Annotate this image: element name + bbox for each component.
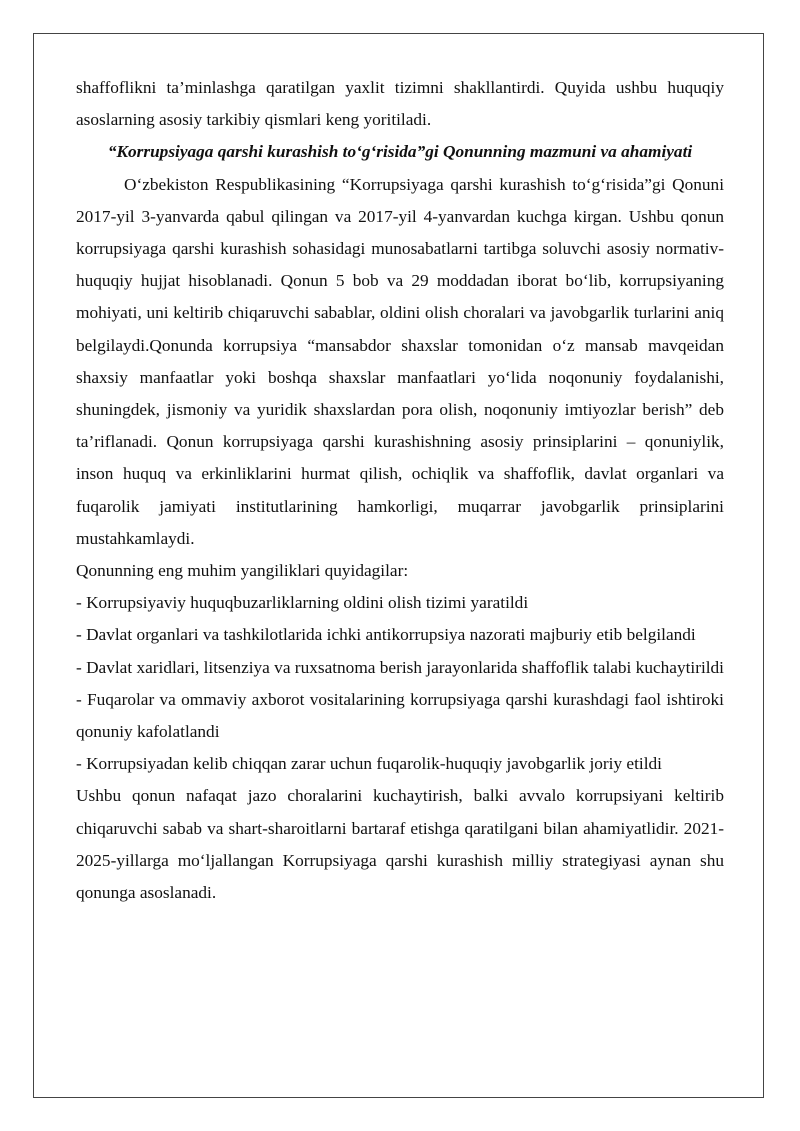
conclusion-paragraph: Ushbu qonun nafaqat jazo choralarini kuchaytirish, balki avvalo korrupsiyani keltirib chiqaruvchi sabab va shart-sharoitlarni bartaraf etishga qaratilgani bilan ahamiyatlidir. 2021-2025-yillarga mo‘ljallangan Korrupsiyaga qarshi kurashish milliy strategiyasi aynan shu qonunga asoslanadi. [76,786,724,903]
list-item: - Fuqarolar va ommaviy axborot vositalarining korrupsiyaga qarshi kurashdagi faol ishtiroki qonuniy kafolatlandi [76,689,724,742]
list-item: - Davlat xaridlari, litsenziya va ruxsatnoma berish jarayonlarida shaffoflik talabi kuchaytirildi [76,657,724,677]
intro-paragraph: shaffoflikni ta’minlashga qaratilgan yaxlit tizimni shakllantirdi. Quyida ushbu huquqiy asoslarning asosiy tarkibiy qismlari keng yoritiladi. [76,78,724,130]
innovations-intro: Qonunning eng muhim yangiliklari quyidagilar: [76,561,409,581]
list-item: - Korrupsiyadan kelib chiqqan zarar uchun fuqarolik-huquqiy javobgarlik joriy etildi [76,754,662,774]
document-body [76,72,724,909]
section-title: “Korrupsiyaga qarshi kurashish to‘g‘risida”gi Qonunning mazmuni va ahamiyati [107,142,693,162]
list-item: - Davlat organlari va tashkilotlarida ichki antikorrupsiya nazorati majburiy etib belgilandi [76,625,696,645]
list-item: - Korrupsiyaviy huquqbuzarliklarning oldini olish tizimi yaratildi [76,593,529,613]
law-description-paragraph: O‘zbekiston Respublikasining “Korrupsiyaga qarshi kurashish to‘g‘risida”gi Qonuni 2017-yil 3-yanvarda qabul qilingan va 2017-yil 4-yanvardan kuchga kirgan. Ushbu qonun korrupsiyaga qarshi kurashish sohasidagi munosabatlarni tartibga soluvchi asosiy normativ-huquqiy hujjat hisoblanadi. Qonun 5 bob va 29 moddadan iborat bo‘lib, korrupsiyaning mohiyati, uni keltirib chiqaruvchi sabablar, oldini olish choralari va javobgarlik turlarini aniq belgilaydi.Qonunda korrupsiya “mansabdor shaxslar tomonidan o‘z mansab mavqeidan shaxsiy manfaatlar yoki boshqa shaxslar manfaatlari yo‘lida noqonuniy foydalanishi, shuningdek, jismoniy va yuridik shaxslardan pora olish, noqonuniy imtiyozlar berish” deb ta’riflanadi. Qonun korrupsiyaga qarshi kurashishning asosiy prinsiplarini – qonuniylik, inson huquq va erkinliklarini hurmat qilish, ochiqlik va shaffoflik, davlat organlari va fuqarolik jamiyati institutlarining hamkorligi, muqarrar javobgarlik prinsiplarini mustahkamlaydi. [76,174,724,548]
